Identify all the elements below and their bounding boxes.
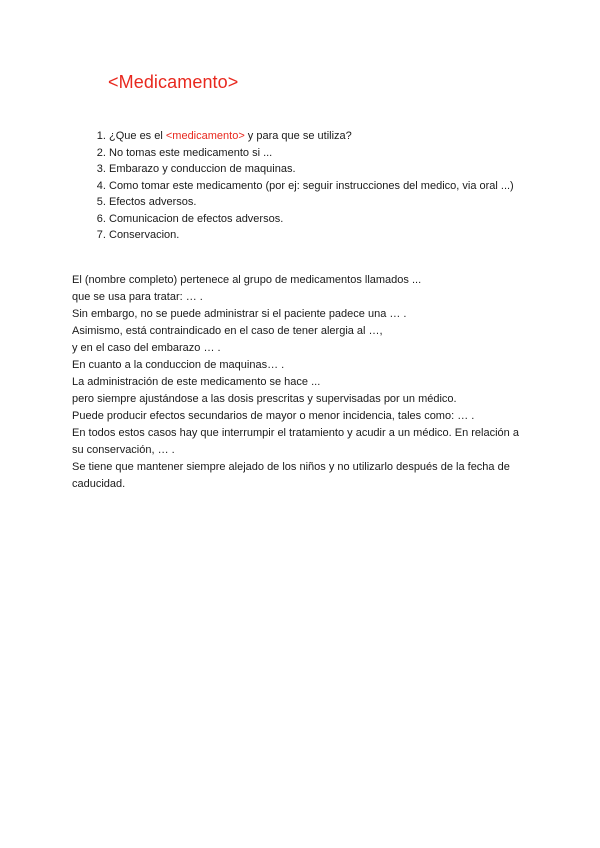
body-text [72,272,532,493]
paragraph: y en el caso del embarazo … . [72,342,221,354]
list-item [109,128,579,145]
paragraph: En cuanto a la conduccion de maquinas… . [72,359,285,371]
paragraph: pero siempre ajustándose a las dosis prescritas y supervisadas por un médico. [72,393,457,405]
paragraph: En todos estos casos hay que interrumpir el tratamiento y acudir a un médico. En relación a su conservación, … . [72,427,519,456]
document-title: <Medicamento> [108,72,239,92]
list-item: 3. Embarazo y conduccion de maquinas. [109,161,579,178]
list-item: 7. Conservacion. [109,227,579,244]
list-item: 5. Efectos adversos. [109,194,579,211]
paragraph: Puede producir efectos secundarios de mayor o menor incidencia, tales como: … . [72,410,475,422]
list-item-suffix: y para que se utiliza? [244,130,352,142]
paragraph: Se tiene que mantener siempre alejado de los niños y no utilizarlo después de la fecha de caducidad. [72,461,510,490]
list-item: 2. No tomas este medicamento si ... [109,145,579,162]
list-item: 6. Comunicacion de efectos adversos. [109,211,579,228]
paragraph: que se usa para tratar: … . [72,291,203,303]
medicamento-placeholder: <medicamento> [165,130,245,142]
paragraph: Asimismo, está contraindicado en el caso de tener alergia al …, [72,325,383,337]
list-item-prefix: ¿Que es el [109,130,166,142]
list-item: 4. Como tomar este medicamento (por ej: seguir instrucciones del medico, via oral ...) [109,178,579,195]
paragraph: El (nombre completo) pertenece al grupo de medicamentos llamados ... [72,274,422,286]
paragraph: La administración de este medicamento se hace ... [72,376,321,388]
contents-list [72,128,579,244]
paragraph: Sin embargo, no se puede administrar si el paciente padece una … . [72,308,407,320]
